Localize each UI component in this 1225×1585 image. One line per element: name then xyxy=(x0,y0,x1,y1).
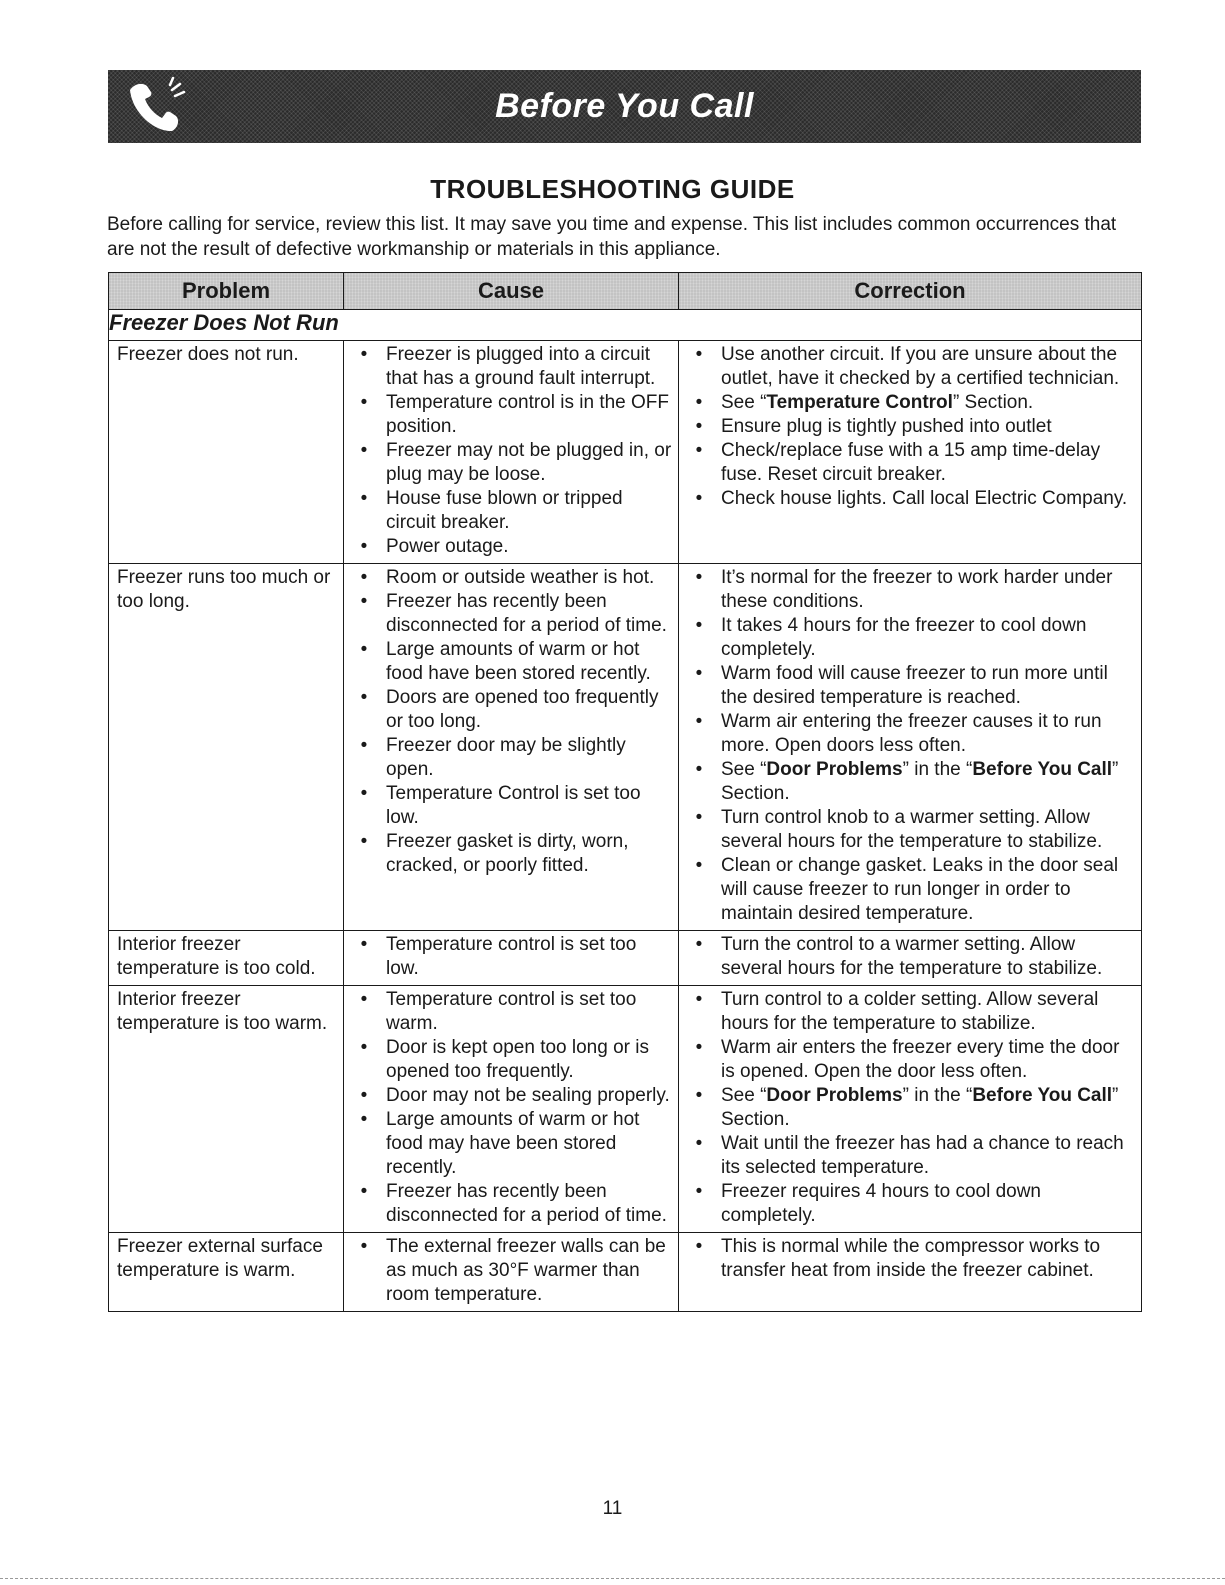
correction-text: This is normal while the compressor works to transfer heat from inside the freezer cabinet. xyxy=(721,1236,1101,1281)
table-row xyxy=(109,1233,1142,1312)
correction-text: Clean or change gasket. Leaks in the door seal will cause freezer to run longer in order to maintain desired temperature. xyxy=(721,855,1119,924)
cause-text: Temperature control is in the OFF position. xyxy=(386,392,669,437)
cause-text: Door may not be sealing properly. xyxy=(386,1085,670,1106)
bullet-icon: • xyxy=(360,831,368,852)
cause-text: Freezer may not be plugged in, or plug may be loose. xyxy=(386,440,672,485)
bullet-icon: • xyxy=(695,711,703,732)
bullet-icon: • xyxy=(695,615,703,636)
header-cause: Cause xyxy=(344,273,679,310)
bullet-icon: • xyxy=(695,807,703,828)
correction-text: Check/replace fuse with a 15 amp time-delay fuse. Reset circuit breaker. xyxy=(721,440,1101,485)
bullet-icon: • xyxy=(360,536,368,557)
page-title: TROUBLESHOOTING GUIDE xyxy=(430,174,795,204)
cause-list xyxy=(350,988,672,1228)
cause-list xyxy=(350,566,672,878)
correction-list xyxy=(685,1235,1135,1283)
cause-item xyxy=(350,782,672,830)
table-row xyxy=(109,564,1142,931)
correction-text: Turn control to a colder setting. Allow several hours for the temperature to stabilize. xyxy=(721,989,1099,1034)
correction-item xyxy=(685,566,1135,614)
correction-text: Wait until the freezer has had a chance to reach its selected temperature. xyxy=(721,1133,1124,1178)
before-you-call-banner xyxy=(108,70,1141,143)
cause-text: Large amounts of warm or hot food have been stored recently. xyxy=(386,639,651,684)
header-correction: Correction xyxy=(679,273,1142,310)
bullet-icon: • xyxy=(360,735,368,756)
bullet-icon: • xyxy=(360,567,368,588)
correction-item xyxy=(685,758,1135,806)
correction-item xyxy=(685,988,1135,1036)
cause-cell xyxy=(344,1233,679,1312)
correction-cell xyxy=(679,341,1142,564)
correction-item xyxy=(685,614,1135,662)
bullet-icon: • xyxy=(360,591,368,612)
correction-text: Warm air enters the freezer every time the door is opened. Open the door less often. xyxy=(721,1037,1120,1082)
telephone-icon xyxy=(120,76,190,136)
correction-cell xyxy=(679,1233,1142,1312)
bullet-icon: • xyxy=(360,1181,368,1202)
correction-list xyxy=(685,566,1135,926)
bullet-icon: • xyxy=(360,1109,368,1130)
correction-item xyxy=(685,1235,1135,1283)
bullet-icon: • xyxy=(360,783,368,804)
cause-item xyxy=(350,1084,672,1108)
correction-list xyxy=(685,343,1135,511)
correction-item xyxy=(685,415,1135,439)
bullet-icon: • xyxy=(695,440,703,461)
correction-text: See “Temperature Control” Section. xyxy=(721,392,1034,413)
cause-cell xyxy=(344,564,679,931)
cause-item xyxy=(350,1235,672,1307)
bullet-icon: • xyxy=(695,488,703,509)
cause-text: Temperature control is set too low. xyxy=(386,934,637,979)
correction-text: Turn control knob to a warmer setting. Allow several hours for the temperature to stabilize. xyxy=(721,807,1103,852)
bullet-icon: • xyxy=(360,687,368,708)
cause-list xyxy=(350,343,672,559)
table-row xyxy=(109,986,1142,1233)
correction-text: Turn the control to a warmer setting. Allow several hours for the temperature to stabilize. xyxy=(721,934,1103,979)
cause-item xyxy=(350,343,672,391)
cause-text: Door is kept open too long or is opened too frequently. xyxy=(386,1037,649,1082)
correction-item xyxy=(685,662,1135,710)
correction-cell xyxy=(679,564,1142,931)
correction-item xyxy=(685,1132,1135,1180)
correction-text: Check house lights. Call local Electric Company. xyxy=(721,488,1128,509)
section-reference: Door Problems xyxy=(766,1085,903,1106)
cause-text: Freezer has recently been disconnected for a period of time. xyxy=(386,591,667,636)
bullet-icon: • xyxy=(695,989,703,1010)
correction-cell xyxy=(679,986,1142,1233)
cause-item xyxy=(350,686,672,734)
correction-text: Freezer requires 4 hours to cool down completely. xyxy=(721,1181,1041,1226)
cause-text: Freezer is plugged into a circuit that has a ground fault interrupt. xyxy=(386,344,656,389)
correction-list xyxy=(685,933,1135,981)
correction-item xyxy=(685,343,1135,391)
cause-text: Room or outside weather is hot. xyxy=(386,567,655,588)
bullet-icon: • xyxy=(695,663,703,684)
cause-item xyxy=(350,734,672,782)
cause-list xyxy=(350,933,672,981)
cause-item xyxy=(350,830,672,878)
cause-item xyxy=(350,1036,672,1084)
correction-text: It’s normal for the freezer to work harder under these conditions. xyxy=(721,567,1113,612)
cause-text: House fuse blown or tripped circuit breaker. xyxy=(386,488,623,533)
bullet-icon: • xyxy=(695,759,703,780)
bullet-icon: • xyxy=(695,934,703,955)
cause-item xyxy=(350,535,672,559)
cause-text: Freezer gasket is dirty, worn, cracked, or poorly fitted. xyxy=(386,831,629,876)
bullet-icon: • xyxy=(695,1085,703,1106)
correction-item xyxy=(685,391,1135,415)
section-reference: Door Problems xyxy=(766,759,903,780)
section-reference: Before You Call xyxy=(972,759,1113,780)
intro-text: Before calling for service, review this list. It may save you time and expense. This list includes common occurrences that are not the result of defective workmanship or materials in this appliance. xyxy=(107,214,1117,260)
correction-text: See “Door Problems” in the “Before You Call” Section. xyxy=(721,759,1119,804)
cause-text: Large amounts of warm or hot food may have been stored recently. xyxy=(386,1109,640,1178)
correction-cell xyxy=(679,931,1142,986)
bullet-icon: • xyxy=(695,567,703,588)
cause-text: The external freezer walls can be as much as 30°F warmer than room temperature. xyxy=(386,1236,666,1305)
table-row xyxy=(109,931,1142,986)
correction-item xyxy=(685,1180,1135,1228)
bullet-icon: • xyxy=(360,1085,368,1106)
bullet-icon: • xyxy=(360,488,368,509)
cause-item xyxy=(350,1180,672,1228)
cause-text: Freezer door may be slightly open. xyxy=(386,735,626,780)
bullet-icon: • xyxy=(360,1037,368,1058)
cause-text: Doors are opened too frequently or too long. xyxy=(386,687,659,732)
cause-text: Temperature control is set too warm. xyxy=(386,989,637,1034)
page-number: 11 xyxy=(602,1498,623,1519)
cause-text: Freezer has recently been disconnected for a period of time. xyxy=(386,1181,667,1226)
banner-title: Before You Call xyxy=(495,87,754,125)
bullet-icon: • xyxy=(360,934,368,955)
problem-cell: Interior freezer temperature is too cold. xyxy=(109,931,344,986)
bullet-icon: • xyxy=(360,1236,368,1257)
correction-text: Use another circuit. If you are unsure about the outlet, have it checked by a certified technician. xyxy=(721,344,1120,389)
cause-item xyxy=(350,439,672,487)
cause-cell xyxy=(344,986,679,1233)
cause-cell xyxy=(344,931,679,986)
correction-item xyxy=(685,710,1135,758)
correction-item xyxy=(685,439,1135,487)
correction-item xyxy=(685,806,1135,854)
correction-item xyxy=(685,1036,1135,1084)
correction-item xyxy=(685,487,1135,511)
bullet-icon: • xyxy=(360,989,368,1010)
cause-item xyxy=(350,487,672,535)
section-reference: Temperature Control xyxy=(766,392,953,413)
section-reference: Before You Call xyxy=(972,1085,1113,1106)
bullet-icon: • xyxy=(695,1236,703,1257)
table-row xyxy=(109,341,1142,564)
cause-item xyxy=(350,590,672,638)
cause-item xyxy=(350,933,672,981)
cause-item xyxy=(350,391,672,439)
cause-text: Power outage. xyxy=(386,536,509,557)
cause-item xyxy=(350,988,672,1036)
bullet-icon: • xyxy=(695,416,703,437)
bullet-icon: • xyxy=(360,639,368,660)
cause-item xyxy=(350,638,672,686)
cause-item xyxy=(350,1108,672,1180)
correction-item xyxy=(685,933,1135,981)
bullet-icon: • xyxy=(695,392,703,413)
header-problem: Problem xyxy=(109,273,344,310)
bullet-icon: • xyxy=(360,392,368,413)
bullet-icon: • xyxy=(695,1133,703,1154)
cause-item xyxy=(350,566,672,590)
correction-list xyxy=(685,988,1135,1228)
cause-cell xyxy=(344,341,679,564)
correction-text: It takes 4 hours for the freezer to cool down completely. xyxy=(721,615,1087,660)
correction-item xyxy=(685,1084,1135,1132)
bullet-icon: • xyxy=(695,855,703,876)
bullet-icon: • xyxy=(360,440,368,461)
correction-text: Warm air entering the freezer causes it to run more. Open doors less often. xyxy=(721,711,1102,756)
problem-cell: Freezer does not run. xyxy=(109,341,344,564)
cause-text: Temperature Control is set too low. xyxy=(386,783,641,828)
problem-cell: Interior freezer temperature is too warm. xyxy=(109,986,344,1233)
section-heading: Freezer Does Not Run xyxy=(109,310,1142,341)
correction-text: Ensure plug is tightly pushed into outlet xyxy=(721,416,1052,437)
bullet-icon: • xyxy=(695,1181,703,1202)
cause-list xyxy=(350,1235,672,1307)
troubleshooting-table xyxy=(108,272,1142,1312)
correction-text: See “Door Problems” in the “Before You Call” Section. xyxy=(721,1085,1119,1130)
correction-text: Warm food will cause freezer to run more until the desired temperature is reached. xyxy=(721,663,1108,708)
problem-cell: Freezer external surface temperature is warm. xyxy=(109,1233,344,1312)
bullet-icon: • xyxy=(360,344,368,365)
bullet-icon: • xyxy=(695,344,703,365)
bullet-icon: • xyxy=(695,1037,703,1058)
page-edge-divider xyxy=(0,1578,1225,1579)
problem-cell: Freezer runs too much or too long. xyxy=(109,564,344,931)
correction-item xyxy=(685,854,1135,926)
